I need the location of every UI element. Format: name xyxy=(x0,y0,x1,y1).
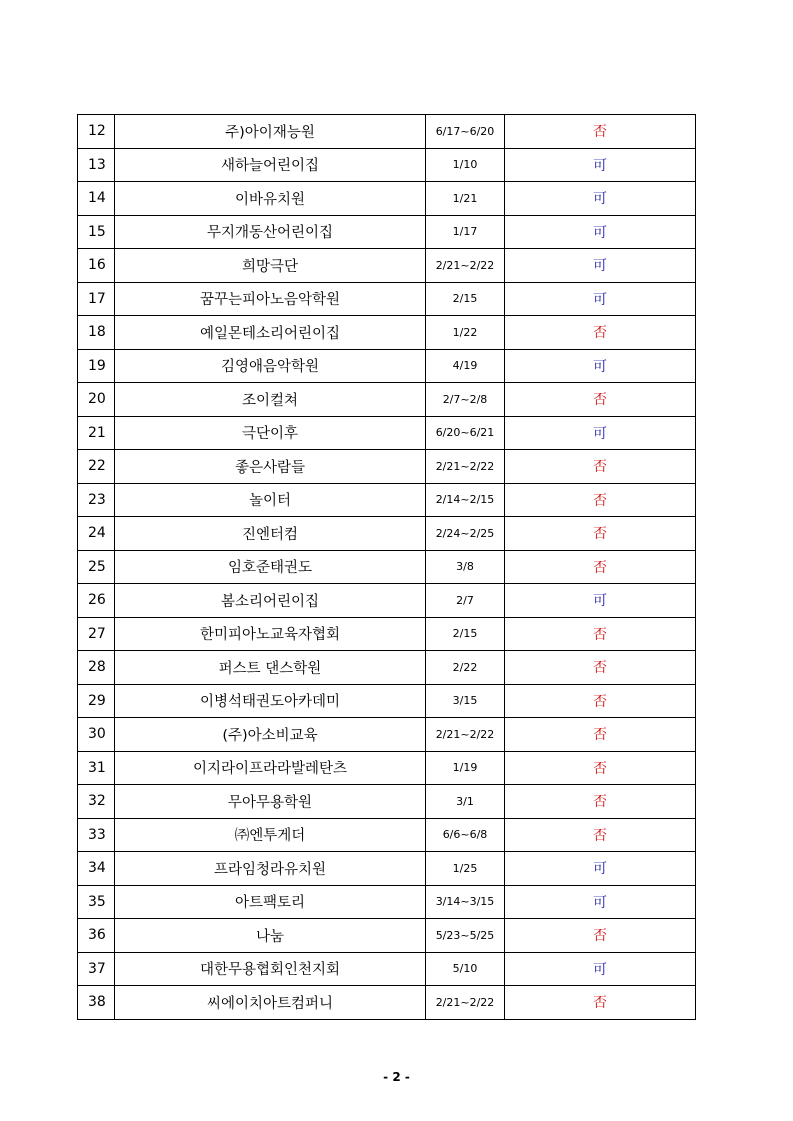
row-number: 12 xyxy=(78,115,115,149)
usage-date: 1/10 xyxy=(426,148,505,182)
table-row xyxy=(78,517,696,551)
row-number: 20 xyxy=(78,383,115,417)
organization-name: 아트팩토리 xyxy=(115,885,426,919)
organization-name: 임호준태권도 xyxy=(115,550,426,584)
usage-date: 2/7~2/8 xyxy=(426,383,505,417)
usage-date: 2/21~2/22 xyxy=(426,718,505,752)
organization-name: 예일몬테소리어린이집 xyxy=(115,316,426,350)
organization-name: 이지라이프라라발레탄츠 xyxy=(115,751,426,785)
organization-name: 씨에이치아트컴퍼니 xyxy=(115,986,426,1020)
table-row xyxy=(78,785,696,819)
table-row xyxy=(78,148,696,182)
approval-status: 可 xyxy=(505,249,696,283)
row-number: 17 xyxy=(78,282,115,316)
row-number: 23 xyxy=(78,483,115,517)
rental-table xyxy=(77,114,696,1020)
table-row xyxy=(78,316,696,350)
table-row xyxy=(78,852,696,886)
usage-date: 1/25 xyxy=(426,852,505,886)
organization-name: 좋은사람들 xyxy=(115,450,426,484)
row-number: 21 xyxy=(78,416,115,450)
row-number: 32 xyxy=(78,785,115,819)
organization-name: 퍼스트 댄스학원 xyxy=(115,651,426,685)
approval-status: 否 xyxy=(505,986,696,1020)
organization-name: 놀이터 xyxy=(115,483,426,517)
approval-status: 否 xyxy=(505,684,696,718)
row-number: 25 xyxy=(78,550,115,584)
row-number: 24 xyxy=(78,517,115,551)
usage-date: 2/21~2/22 xyxy=(426,450,505,484)
approval-status: 否 xyxy=(505,316,696,350)
row-number: 28 xyxy=(78,651,115,685)
approval-status: 可 xyxy=(505,584,696,618)
table-row xyxy=(78,986,696,1020)
row-number: 26 xyxy=(78,584,115,618)
row-number: 34 xyxy=(78,852,115,886)
table-row xyxy=(78,952,696,986)
row-number: 18 xyxy=(78,316,115,350)
usage-date: 1/21 xyxy=(426,182,505,216)
organization-name: ㈜엔투게더 xyxy=(115,818,426,852)
organization-name: 김영애음악학원 xyxy=(115,349,426,383)
approval-status: 否 xyxy=(505,450,696,484)
table-row xyxy=(78,450,696,484)
row-number: 37 xyxy=(78,952,115,986)
usage-date: 6/17~6/20 xyxy=(426,115,505,149)
table-row xyxy=(78,483,696,517)
row-number: 33 xyxy=(78,818,115,852)
organization-name: 나눔 xyxy=(115,919,426,953)
approval-status: 否 xyxy=(505,718,696,752)
approval-status: 否 xyxy=(505,919,696,953)
table-row xyxy=(78,349,696,383)
approval-status: 可 xyxy=(505,182,696,216)
usage-date: 4/19 xyxy=(426,349,505,383)
row-number: 31 xyxy=(78,751,115,785)
usage-date: 3/8 xyxy=(426,550,505,584)
usage-date: 6/6~6/8 xyxy=(426,818,505,852)
organization-name: 극단이후 xyxy=(115,416,426,450)
organization-name: 이바유치원 xyxy=(115,182,426,216)
row-number: 38 xyxy=(78,986,115,1020)
usage-date: 1/22 xyxy=(426,316,505,350)
approval-status: 否 xyxy=(505,517,696,551)
organization-name: 무아무용학원 xyxy=(115,785,426,819)
page-number: - 2 - xyxy=(383,1070,410,1084)
table-row xyxy=(78,885,696,919)
row-number: 30 xyxy=(78,718,115,752)
usage-date: 2/15 xyxy=(426,282,505,316)
approval-status: 可 xyxy=(505,952,696,986)
table-row xyxy=(78,416,696,450)
organization-name: 새하늘어린이집 xyxy=(115,148,426,182)
table-row xyxy=(78,584,696,618)
table-row xyxy=(78,282,696,316)
organization-name: 무지개동산어린이집 xyxy=(115,215,426,249)
usage-date: 1/17 xyxy=(426,215,505,249)
table-row xyxy=(78,751,696,785)
usage-date: 2/7 xyxy=(426,584,505,618)
approval-status: 否 xyxy=(505,550,696,584)
organization-name: 한미피아노교육자협회 xyxy=(115,617,426,651)
row-number: 36 xyxy=(78,919,115,953)
table-row xyxy=(78,383,696,417)
organization-name: 주)아이재능원 xyxy=(115,115,426,149)
usage-date: 6/20~6/21 xyxy=(426,416,505,450)
usage-date: 5/10 xyxy=(426,952,505,986)
approval-status: 可 xyxy=(505,282,696,316)
organization-name: (주)아소비교육 xyxy=(115,718,426,752)
approval-status: 可 xyxy=(505,148,696,182)
usage-date: 2/21~2/22 xyxy=(426,986,505,1020)
usage-date: 2/15 xyxy=(426,617,505,651)
approval-status: 否 xyxy=(505,751,696,785)
approval-status: 可 xyxy=(505,852,696,886)
organization-name: 조이컬쳐 xyxy=(115,383,426,417)
approval-status: 否 xyxy=(505,651,696,685)
usage-date: 2/21~2/22 xyxy=(426,249,505,283)
approval-status: 否 xyxy=(505,483,696,517)
table-row xyxy=(78,684,696,718)
organization-name: 프라임청라유치원 xyxy=(115,852,426,886)
row-number: 35 xyxy=(78,885,115,919)
organization-name: 대한무용협회인천지회 xyxy=(115,952,426,986)
row-number: 29 xyxy=(78,684,115,718)
usage-date: 2/22 xyxy=(426,651,505,685)
usage-date: 1/19 xyxy=(426,751,505,785)
approval-status: 否 xyxy=(505,115,696,149)
table-row xyxy=(78,215,696,249)
organization-name: 희망극단 xyxy=(115,249,426,283)
table-row xyxy=(78,182,696,216)
usage-date: 5/23~5/25 xyxy=(426,919,505,953)
row-number: 14 xyxy=(78,182,115,216)
usage-date: 2/24~2/25 xyxy=(426,517,505,551)
approval-status: 可 xyxy=(505,215,696,249)
table-row xyxy=(78,919,696,953)
approval-status: 否 xyxy=(505,383,696,417)
row-number: 16 xyxy=(78,249,115,283)
approval-status: 否 xyxy=(505,818,696,852)
usage-date: 3/1 xyxy=(426,785,505,819)
row-number: 27 xyxy=(78,617,115,651)
approval-status: 否 xyxy=(505,785,696,819)
approval-status: 可 xyxy=(505,349,696,383)
usage-date: 3/14~3/15 xyxy=(426,885,505,919)
table-row xyxy=(78,617,696,651)
organization-name: 봄소리어린이집 xyxy=(115,584,426,618)
approval-status: 可 xyxy=(505,416,696,450)
organization-name: 진엔터컴 xyxy=(115,517,426,551)
table-row xyxy=(78,718,696,752)
organization-name: 꿈꾸는피아노음악학원 xyxy=(115,282,426,316)
row-number: 19 xyxy=(78,349,115,383)
row-number: 15 xyxy=(78,215,115,249)
row-number: 22 xyxy=(78,450,115,484)
approval-status: 可 xyxy=(505,885,696,919)
table-row xyxy=(78,249,696,283)
table-row xyxy=(78,550,696,584)
table-row xyxy=(78,818,696,852)
approval-status: 否 xyxy=(505,617,696,651)
table-row xyxy=(78,115,696,149)
organization-name: 이병석태권도아카데미 xyxy=(115,684,426,718)
row-number: 13 xyxy=(78,148,115,182)
usage-date: 3/15 xyxy=(426,684,505,718)
table-row xyxy=(78,651,696,685)
usage-date: 2/14~2/15 xyxy=(426,483,505,517)
table-body xyxy=(78,115,696,1020)
